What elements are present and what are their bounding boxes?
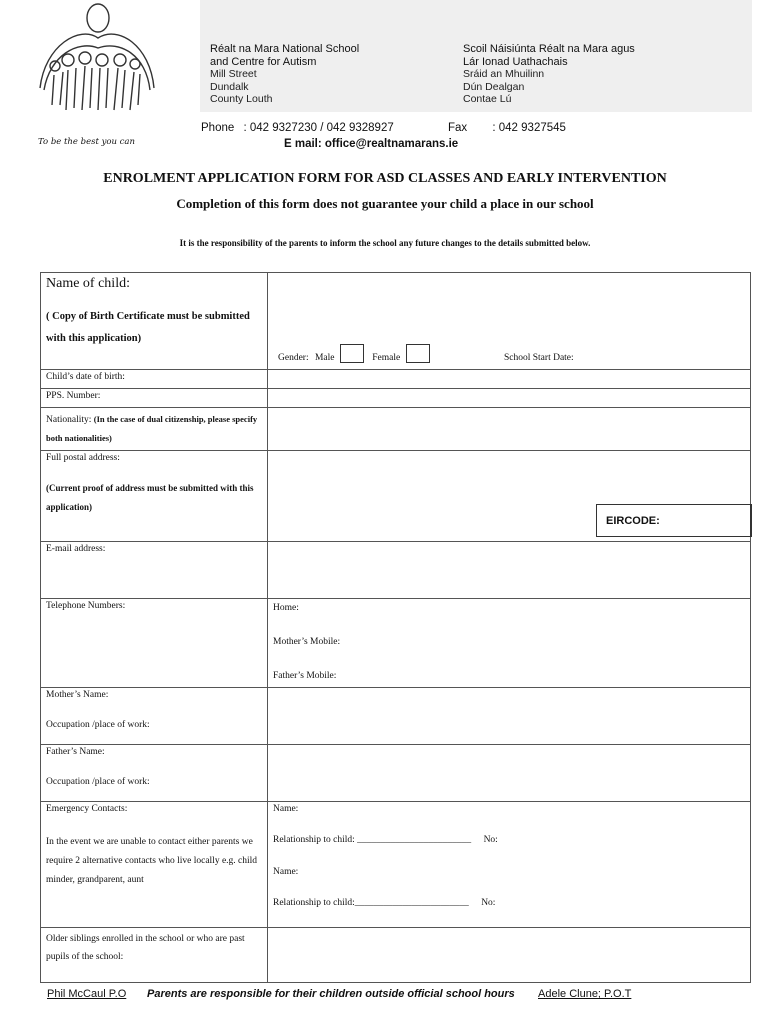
address-field[interactable]	[268, 451, 751, 542]
siblings-field[interactable]	[268, 928, 751, 983]
row-address	[41, 451, 751, 542]
contact2-relationship[interactable]: Relationship to child:________________________ No:	[273, 898, 496, 908]
row-mother	[41, 688, 751, 745]
row-telephone	[41, 599, 751, 688]
emergency-note: In the event we are unable to contact either parents we require 2 alternative contacts who live locally e.g. child minder, grandparent, aunt	[46, 837, 258, 885]
mothers-name-label: Mother’s Name:	[46, 690, 109, 700]
contact1-relationship[interactable]: Relationship to child: ________________________ No:	[273, 835, 498, 845]
nationality-label: Nationality:	[46, 415, 92, 425]
telephone-label: Telephone Numbers:	[41, 599, 268, 688]
siblings-label: Older siblings enrolled in the school or who are past pupils of the school:	[41, 928, 268, 983]
phone-line: Phone : 042 9327230 / 042 9328927	[201, 122, 394, 134]
home-phone-field[interactable]: Home:	[273, 603, 299, 613]
enrolment-table	[40, 272, 751, 983]
email-line: E mail: office@realtnamarans.ie	[284, 138, 459, 150]
pps-field[interactable]	[268, 389, 751, 408]
name-label: Name of child:	[46, 276, 130, 291]
mothers-mobile-field[interactable]: Mother’s Mobile:	[273, 637, 341, 647]
name-note: ( Copy of Birth Certificate must be submitted with this application)	[46, 311, 250, 344]
dob-label: Child’s date of birth:	[41, 370, 268, 389]
row-nationality	[41, 408, 751, 451]
father-field[interactable]	[268, 745, 751, 802]
contact1-name[interactable]: Name:	[273, 804, 299, 814]
gender-group: Gender: Male Female	[278, 344, 434, 363]
footer-principal: Phil McCaul P.O	[47, 988, 127, 1000]
footer-deputy: Adele Clune; P.O.T	[538, 988, 632, 1000]
email-field[interactable]	[268, 542, 751, 599]
male-checkbox[interactable]	[340, 344, 364, 363]
fathers-name-label: Father’s Name:	[46, 747, 105, 757]
row-email	[41, 542, 751, 599]
mother-occupation-label: Occupation /place of work:	[46, 720, 150, 730]
father-occupation-label: Occupation /place of work:	[46, 777, 150, 787]
row-siblings	[41, 928, 751, 983]
row-dob	[41, 370, 751, 389]
name-field[interactable]	[268, 273, 751, 370]
dob-field[interactable]	[268, 370, 751, 389]
row-emergency	[41, 802, 751, 928]
form-subtitle: Completion of this form does not guarantee your child a place in our school	[176, 196, 594, 211]
row-pps	[41, 389, 751, 408]
address-note: (Current proof of address must be submitted with this application)	[46, 483, 254, 512]
eircode-field[interactable]: EIRCODE:	[596, 504, 752, 537]
mother-field[interactable]	[268, 688, 751, 745]
form-title: ENROLMENT APPLICATION FORM FOR ASD CLASSES AND EARLY INTERVENTION	[103, 171, 667, 186]
nationality-note: (In the case of dual citizenship, please specify both nationalities)	[46, 414, 258, 443]
emergency-label: Emergency Contacts:	[46, 804, 128, 814]
address-label: Full postal address:	[46, 453, 120, 463]
contact2-name[interactable]: Name:	[273, 867, 299, 877]
fathers-mobile-field[interactable]: Father’s Mobile:	[273, 671, 337, 681]
footer-notice: Parents are responsible for their children outside official school hours	[147, 988, 515, 1000]
row-name	[41, 273, 751, 370]
email-label: E-mail address:	[41, 542, 268, 599]
fax-line: Fax : 042 9327545	[448, 122, 566, 134]
address-english: Réalt na Mara National School and Centre for Autism Mill Street Dundalk County Louth	[210, 43, 360, 106]
school-motto: To be the best you can	[38, 137, 135, 147]
nationality-field[interactable]	[268, 408, 751, 451]
school-logo	[30, 0, 160, 125]
female-checkbox[interactable]	[406, 344, 430, 363]
address-irish: Scoil Náisiúnta Réalt na Mara agus Lár Ionad Uathachais Sráid an Mhuilinn Dún Dealgan Contae Lú	[463, 43, 635, 106]
pps-label: PPS. Number:	[41, 389, 268, 408]
row-father	[41, 745, 751, 802]
form-notice: It is the responsibility of the parents to inform the school any future changes to the details submitted below.	[179, 238, 591, 248]
start-date-label: School Start Date:	[504, 353, 574, 363]
